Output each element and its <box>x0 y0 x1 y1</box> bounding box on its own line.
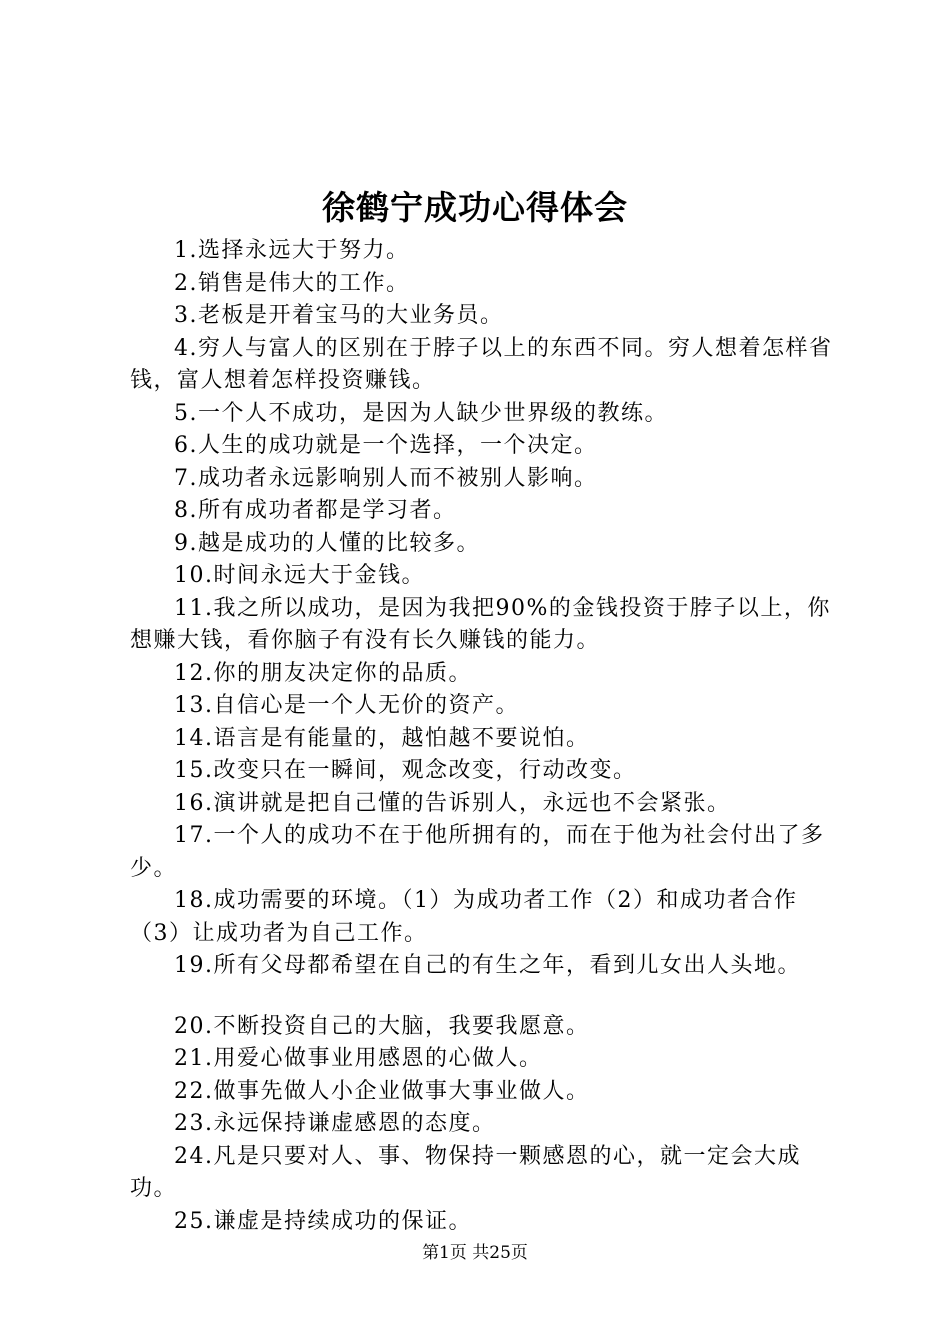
paragraph-gap <box>130 983 840 1011</box>
document-body <box>130 235 840 1238</box>
list-item: 11.我之所以成功，是因为我把90%的金钱投资于脖子以上，你想赚大钱，看你脑子有没有长久赚钱的能力。 <box>130 595 831 653</box>
document-title: 徐鹤宁成功心得体会 <box>322 188 628 227</box>
list-item: 2.销售是伟大的工作。 <box>174 270 410 296</box>
list-item: 4.穷人与富人的区别在于脖子以上的东西不同。穷人想着怎样省钱，富人想着怎样投资赚钱。 <box>130 335 833 393</box>
list-item: 23.永远保持谦虚感恩的态度。 <box>174 1111 496 1136</box>
list-item: 6.人生的成功就是一个选择，一个决定。 <box>174 433 598 458</box>
list-item: 22.做事先做人小企业做事大事业做人。 <box>174 1078 590 1104</box>
list-item: 10.时间永远大于金钱。 <box>174 563 425 588</box>
list-item: 16.演讲就是把自己懂的告诉别人，永远也不会紧张。 <box>174 790 731 816</box>
list-item: 21.用爱心做事业用感恩的心做人。 <box>174 1046 543 1071</box>
list-item: 14.语言是有能量的，越怕越不要说怕。 <box>174 725 590 751</box>
list-item: 25.谦虚是持续成功的保证。 <box>174 1208 472 1234</box>
list-item: 17.一个人的成功不在于他所拥有的，而在于他为社会付出了多少。 <box>130 823 825 881</box>
list-item: 7.成功者永远影响别人而不被别人影响。 <box>174 465 598 491</box>
page-number: 第1页 共25页 <box>422 1243 528 1263</box>
list-item: 15.改变只在一瞬间，观念改变，行动改变。 <box>174 758 637 783</box>
list-item: 13.自信心是一个人无价的资产。 <box>174 693 519 718</box>
list-item: 12.你的朋友决定你的品质。 <box>174 660 472 686</box>
list-item: 19.所有父母都希望在自己的有生之年，看到儿女出人头地。 <box>174 953 801 978</box>
list-item: 20.不断投资自己的大脑，我要我愿意。 <box>174 1013 590 1039</box>
list-item: 9.越是成功的人懂的比较多。 <box>174 530 480 556</box>
list-item: 8.所有成功者都是学习者。 <box>174 498 457 523</box>
list-item: 1.选择永远大于努力。 <box>174 238 410 263</box>
list-item: 3.老板是开着宝马的大业务员。 <box>174 303 504 328</box>
list-item: 24.凡是只要对人、事、物保持一颗感恩的心，就一定会大成功。 <box>130 1143 801 1201</box>
list-item: 5.一个人不成功，是因为人缺少世界级的教练。 <box>174 400 668 426</box>
list-item: 18.成功需要的环境。（1）为成功者工作（2）和成功者合作（3）让成功者为自己工作。 <box>130 888 798 946</box>
